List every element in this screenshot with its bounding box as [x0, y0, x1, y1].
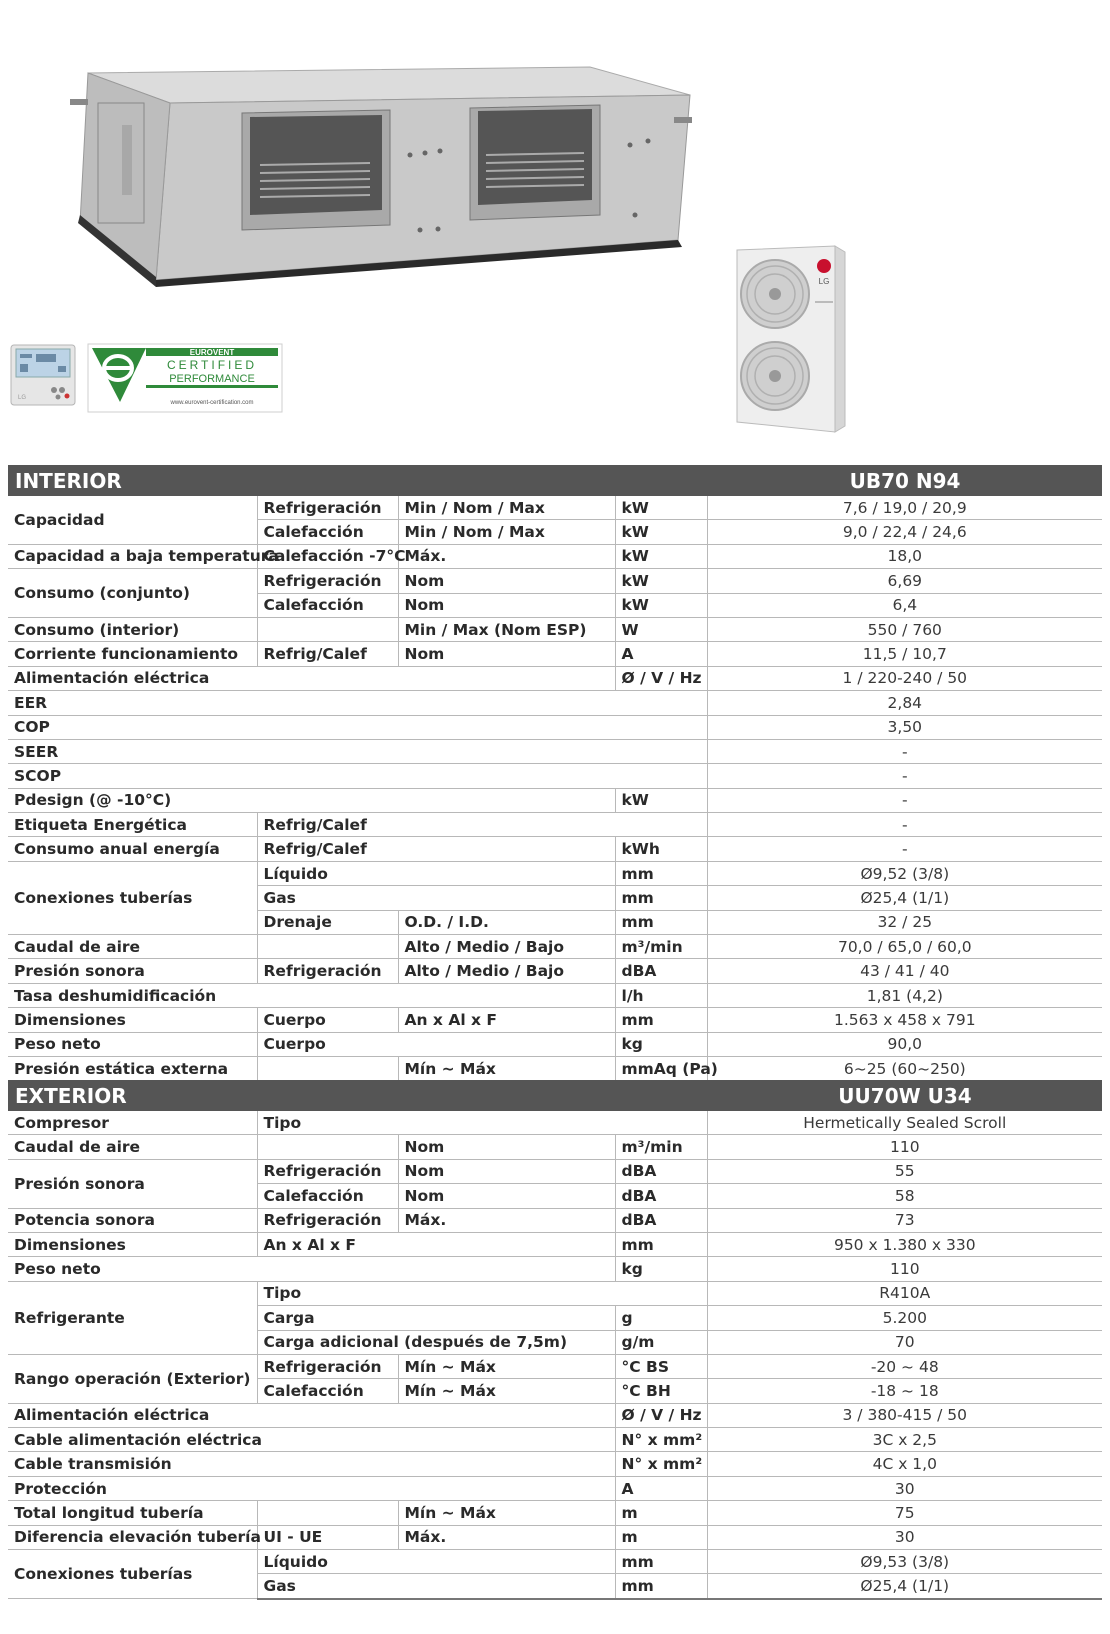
spec-label: Corriente funcionamiento: [8, 642, 257, 666]
outdoor-brand: LG: [818, 277, 830, 286]
spec-unit: °C BH: [615, 1379, 707, 1403]
spec-value: -: [707, 837, 1102, 861]
spec-unit: N° x mm²: [615, 1428, 707, 1452]
spec-label: Conexiones tuberías: [8, 861, 257, 934]
spec-condition: Nom: [398, 1159, 615, 1183]
spec-condition: Máx.: [398, 544, 615, 568]
spec-value: 11,5 / 10,7: [707, 642, 1102, 666]
spec-label: Protección: [8, 1476, 615, 1500]
interior-spec-row: [8, 496, 1102, 520]
spec-condition: Nom: [398, 1184, 615, 1208]
exterior-spec-row: [8, 1476, 1102, 1500]
interior-spec-row: [8, 715, 1102, 739]
spec-sublabel: Calefacción: [257, 1184, 398, 1208]
spec-sublabel: [257, 935, 398, 959]
spec-condition: Máx.: [398, 1208, 615, 1232]
spec-unit: mm: [615, 1008, 707, 1032]
spec-unit: Ø / V / Hz: [615, 666, 707, 690]
exterior-spec-row: [8, 1281, 1102, 1305]
spec-condition: Min / Max (Nom ESP): [398, 617, 615, 641]
interior-spec-row: [8, 544, 1102, 568]
spec-label: Capacidad a baja temperatura: [8, 544, 257, 568]
spec-value: 75: [707, 1501, 1102, 1525]
spec-unit: °C BS: [615, 1354, 707, 1378]
spec-unit: kWh: [615, 837, 707, 861]
eurovent-line1: EUROVENT: [189, 348, 235, 357]
spec-sublabel: Refrigeración: [257, 1208, 398, 1232]
spec-label: Refrigerante: [8, 1281, 257, 1354]
spec-value: 2,84: [707, 691, 1102, 715]
spec-value: 5.200: [707, 1306, 1102, 1330]
spec-sublabel: Drenaje: [257, 910, 398, 934]
interior-spec-row: [8, 1008, 1102, 1032]
spec-label: Cable transmisión: [8, 1452, 615, 1476]
spec-value: -: [707, 788, 1102, 812]
spec-sublabel: [257, 617, 398, 641]
spec-sublabel: Refrigeración: [257, 1159, 398, 1183]
spec-sublabel: [257, 1501, 398, 1525]
spec-label: Diferencia elevación tubería: [8, 1525, 257, 1549]
spec-sublabel: Cuerpo: [257, 1008, 398, 1032]
spec-label: Dimensiones: [8, 1232, 257, 1256]
interior-spec-table: [8, 465, 1102, 1082]
spec-value: -20 ~ 48: [707, 1354, 1102, 1378]
spec-condition: Mín ~ Máx: [398, 1056, 615, 1081]
spec-sublabel: Calefacción: [257, 520, 398, 544]
spec-sublabel: [257, 1135, 398, 1159]
interior-spec-row: [8, 666, 1102, 690]
spec-sublabel: Refrigeración: [257, 1354, 398, 1378]
spec-value: 70,0 / 65,0 / 60,0: [707, 935, 1102, 959]
interior-spec-row: [8, 642, 1102, 666]
spec-unit: A: [615, 642, 707, 666]
exterior-spec-row: [8, 1208, 1102, 1232]
spec-sublabel: Tipo: [257, 1111, 707, 1135]
spec-value: 30: [707, 1476, 1102, 1500]
spec-unit: kW: [615, 569, 707, 593]
spec-unit: kW: [615, 788, 707, 812]
exterior-header-row: [8, 1080, 1102, 1111]
spec-sublabel: Líquido: [257, 1550, 615, 1574]
remote-brand: LG: [18, 395, 27, 401]
interior-spec-row: [8, 739, 1102, 763]
spec-condition: Nom: [398, 569, 615, 593]
spec-label: Potencia sonora: [8, 1208, 257, 1232]
spec-value: 1,81 (4,2): [707, 983, 1102, 1007]
spec-label: EER: [8, 691, 707, 715]
spec-label: Rango operación (Exterior): [8, 1354, 257, 1403]
spec-value: 30: [707, 1525, 1102, 1549]
spec-label: SEER: [8, 739, 707, 763]
spec-unit: mm: [615, 1574, 707, 1599]
spec-label: Presión sonora: [8, 959, 257, 983]
spec-value: 70: [707, 1330, 1102, 1354]
exterior-title: EXTERIOR: [8, 1080, 707, 1111]
spec-label: Conexiones tuberías: [8, 1550, 257, 1599]
exterior-spec-row: [8, 1354, 1102, 1378]
spec-label: Compresor: [8, 1111, 257, 1135]
spec-unit: kW: [615, 544, 707, 568]
spec-sublabel: Gas: [257, 1574, 615, 1599]
spec-label: Consumo (interior): [8, 617, 257, 641]
spec-unit: mm: [615, 910, 707, 934]
spec-sublabel: Refrigeración: [257, 959, 398, 983]
spec-unit: mm: [615, 1550, 707, 1574]
spec-unit: dBA: [615, 1208, 707, 1232]
exterior-spec-row: [8, 1525, 1102, 1549]
spec-unit: kW: [615, 496, 707, 520]
spec-unit: mm: [615, 1232, 707, 1256]
spec-unit: mmAq (Pa): [615, 1056, 707, 1081]
spec-sublabel: Tipo: [257, 1281, 707, 1305]
spec-unit: m³/min: [615, 1135, 707, 1159]
exterior-spec-row: [8, 1501, 1102, 1525]
spec-unit: mm: [615, 861, 707, 885]
spec-sublabel: Refrig/Calef: [257, 642, 398, 666]
spec-value: 7,6 / 19,0 / 20,9: [707, 496, 1102, 520]
spec-value: 43 / 41 / 40: [707, 959, 1102, 983]
spec-sublabel: Calefacción: [257, 593, 398, 617]
spec-label: Tasa deshumidificación: [8, 983, 615, 1007]
exterior-spec-row: [8, 1403, 1102, 1427]
spec-sublabel: Refrig/Calef: [257, 837, 615, 861]
spec-condition: Mín ~ Máx: [398, 1379, 615, 1403]
spec-condition: Nom: [398, 593, 615, 617]
spec-label: Presión sonora: [8, 1159, 257, 1208]
spec-unit: mm: [615, 886, 707, 910]
interior-model: UB70 N94: [707, 465, 1102, 496]
spec-label: Peso neto: [8, 1257, 615, 1281]
spec-sublabel: Calefacción: [257, 1379, 398, 1403]
spec-unit: g: [615, 1306, 707, 1330]
spec-condition: Min / Nom / Max: [398, 496, 615, 520]
spec-label: COP: [8, 715, 707, 739]
eurovent-url: www.eurovent-certification.com: [170, 400, 254, 406]
spec-value: R410A: [707, 1281, 1102, 1305]
spec-unit: kW: [615, 593, 707, 617]
spec-sublabel: Refrig/Calef: [257, 813, 707, 837]
spec-value: -18 ~ 18: [707, 1379, 1102, 1403]
spec-label: Pdesign (@ -10°C): [8, 788, 615, 812]
interior-spec-row: [8, 569, 1102, 593]
spec-label: Etiqueta Energética: [8, 813, 257, 837]
spec-value: Ø25,4 (1/1): [707, 1574, 1102, 1599]
eurovent-line3: PERFORMANCE: [169, 373, 255, 385]
spec-sublabel: Cuerpo: [257, 1032, 615, 1056]
spec-unit: A: [615, 1476, 707, 1500]
spec-sublabel: Carga adicional (después de 7,5m): [257, 1330, 615, 1354]
spec-label: Alimentación eléctrica: [8, 1403, 615, 1427]
spec-value: 18,0: [707, 544, 1102, 568]
spec-condition: Nom: [398, 642, 615, 666]
eurovent-line2: CERTIFIED: [166, 358, 258, 372]
spec-unit: m: [615, 1525, 707, 1549]
interior-spec-row: [8, 935, 1102, 959]
interior-spec-row: [8, 1032, 1102, 1056]
spec-condition: Nom: [398, 1135, 615, 1159]
spec-unit: dBA: [615, 1184, 707, 1208]
exterior-spec-row: [8, 1232, 1102, 1256]
interior-spec-row: [8, 813, 1102, 837]
spec-label: Alimentación eléctrica: [8, 666, 615, 690]
spec-condition: Min / Nom / Max: [398, 520, 615, 544]
spec-label: Caudal de aire: [8, 935, 257, 959]
spec-condition: Alto / Medio / Bajo: [398, 959, 615, 983]
spec-sublabel: Refrigeración: [257, 496, 398, 520]
interior-title: INTERIOR: [8, 465, 707, 496]
spec-label: Caudal de aire: [8, 1135, 257, 1159]
spec-value: Hermetically Sealed Scroll: [707, 1111, 1102, 1135]
spec-label: Peso neto: [8, 1032, 257, 1056]
spec-label: Capacidad: [8, 496, 257, 544]
spec-value: 58: [707, 1184, 1102, 1208]
spec-value: 3C x 2,5: [707, 1428, 1102, 1452]
exterior-spec-row: [8, 1550, 1102, 1574]
interior-spec-row: [8, 617, 1102, 641]
exterior-spec-row: [8, 1257, 1102, 1281]
spec-value: -: [707, 764, 1102, 788]
spec-value: Ø9,52 (3/8): [707, 861, 1102, 885]
spec-value: Ø25,4 (1/1): [707, 886, 1102, 910]
spec-unit: kg: [615, 1257, 707, 1281]
spec-unit: dBA: [615, 959, 707, 983]
interior-spec-row: [8, 788, 1102, 812]
exterior-spec-table: [8, 1080, 1102, 1600]
spec-label: SCOP: [8, 764, 707, 788]
exterior-spec-row: [8, 1428, 1102, 1452]
spec-condition: O.D. / I.D.: [398, 910, 615, 934]
spec-label: Cable alimentación eléctrica: [8, 1428, 615, 1452]
spec-label: Dimensiones: [8, 1008, 257, 1032]
spec-value: 6,4: [707, 593, 1102, 617]
eurovent-logo: [88, 344, 282, 412]
indoor-unit-image: [70, 55, 710, 285]
exterior-spec-row: [8, 1135, 1102, 1159]
spec-condition: Mín ~ Máx: [398, 1354, 615, 1378]
spec-value: -: [707, 813, 1102, 837]
spec-unit: kW: [615, 520, 707, 544]
interior-spec-row: [8, 837, 1102, 861]
exterior-spec-row: [8, 1111, 1102, 1135]
spec-label: Consumo anual energía: [8, 837, 257, 861]
interior-spec-row: [8, 959, 1102, 983]
spec-value: 32 / 25: [707, 910, 1102, 934]
spec-sublabel: UI - UE: [257, 1525, 398, 1549]
spec-value: 3 / 380-415 / 50: [707, 1403, 1102, 1427]
spec-unit: W: [615, 617, 707, 641]
remote-controller-image: [10, 344, 76, 406]
interior-header-row: [8, 465, 1102, 496]
spec-label: Consumo (conjunto): [8, 569, 257, 618]
spec-unit: kg: [615, 1032, 707, 1056]
spec-unit: Ø / V / Hz: [615, 1403, 707, 1427]
spec-value: 73: [707, 1208, 1102, 1232]
spec-value: 1.563 x 458 x 791: [707, 1008, 1102, 1032]
spec-value: 3,50: [707, 715, 1102, 739]
exterior-model: UU70W U34: [707, 1080, 1102, 1111]
spec-unit: l/h: [615, 983, 707, 1007]
interior-spec-row: [8, 861, 1102, 885]
spec-sublabel: Calefacción -7°C: [257, 544, 398, 568]
interior-spec-row: [8, 1056, 1102, 1081]
exterior-spec-row: [8, 1159, 1102, 1183]
spec-label: Presión estática externa: [8, 1056, 257, 1081]
spec-value: Ø9,53 (3/8): [707, 1550, 1102, 1574]
spec-condition: Alto / Medio / Bajo: [398, 935, 615, 959]
spec-value: 550 / 760: [707, 617, 1102, 641]
exterior-spec-row: [8, 1452, 1102, 1476]
spec-condition: Máx.: [398, 1525, 615, 1549]
spec-value: -: [707, 739, 1102, 763]
spec-value: 950 x 1.380 x 330: [707, 1232, 1102, 1256]
spec-sublabel: [257, 1056, 398, 1081]
outdoor-unit-image: [735, 246, 847, 436]
spec-unit: g/m: [615, 1330, 707, 1354]
product-images: [0, 0, 1110, 465]
spec-value: 90,0: [707, 1032, 1102, 1056]
spec-unit: dBA: [615, 1159, 707, 1183]
spec-value: 110: [707, 1135, 1102, 1159]
spec-value: 110: [707, 1257, 1102, 1281]
spec-label: Total longitud tubería: [8, 1501, 257, 1525]
spec-unit: m³/min: [615, 935, 707, 959]
spec-sublabel: Líquido: [257, 861, 615, 885]
spec-value: 55: [707, 1159, 1102, 1183]
spec-condition: Mín ~ Máx: [398, 1501, 615, 1525]
spec-unit: m: [615, 1501, 707, 1525]
spec-value: 6,69: [707, 569, 1102, 593]
interior-spec-row: [8, 983, 1102, 1007]
spec-value: 9,0 / 22,4 / 24,6: [707, 520, 1102, 544]
interior-spec-row: [8, 764, 1102, 788]
spec-sublabel: An x Al x F: [257, 1232, 615, 1256]
spec-unit: N° x mm²: [615, 1452, 707, 1476]
spec-value: 6~25 (60~250): [707, 1056, 1102, 1081]
interior-spec-row: [8, 691, 1102, 715]
spec-sublabel: Carga: [257, 1306, 615, 1330]
spec-value: 4C x 1,0: [707, 1452, 1102, 1476]
spec-value: 1 / 220-240 / 50: [707, 666, 1102, 690]
spec-condition: An x Al x F: [398, 1008, 615, 1032]
spec-sublabel: Refrigeración: [257, 569, 398, 593]
spec-sublabel: Gas: [257, 886, 615, 910]
